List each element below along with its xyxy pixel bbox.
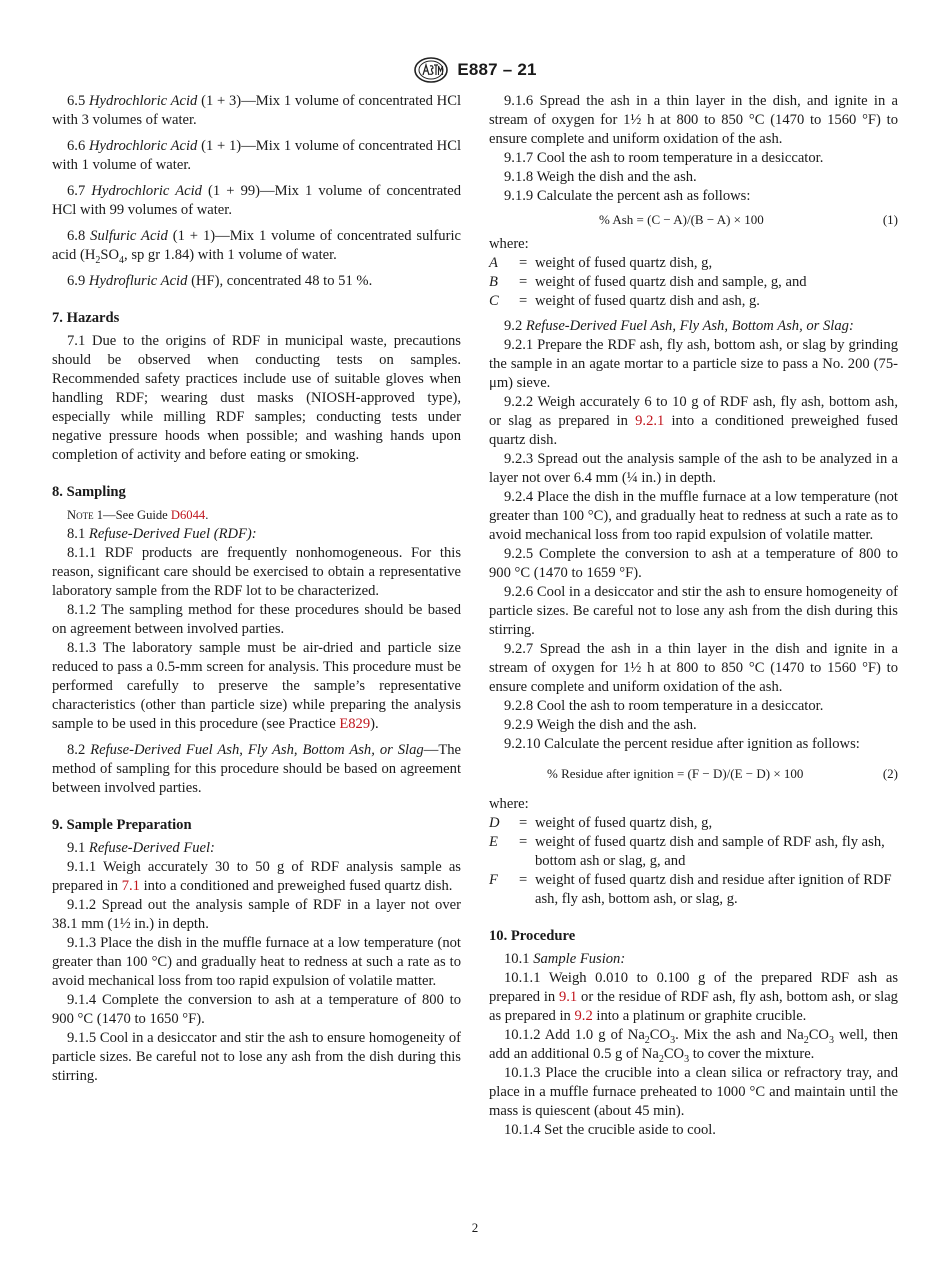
paragraph-6-5: 6.5 Hydrochloric Acid (1 + 3)—Mix 1 volume of concentrated HCl with 3 volumes of water. — [52, 93, 462, 128]
left-column — [52, 92, 461, 1086]
equation-1 — [489, 210, 898, 229]
section-heading-sampling: 8. Sampling — [52, 484, 126, 500]
note-1: Note 1—See Guide D6044. — [67, 508, 209, 522]
paragraph-9-1-6: 9.1.6 Spread the ash in a thin layer in the dish, and ignite in a stream of oxygen for 1½ h at 800 to 850 °C (1470 to 1560 °F) to ensure complete and uniform oxidation of the ash. — [489, 93, 898, 147]
paragraph-9-2-4: 9.2.4 Place the dish in the muffle furnace at a low temperature (not greater than 100 °C), and gradually heat to redness at such a rate as to avoid mechanical loss from too rapid expulsion of volatile matter. — [489, 489, 898, 543]
definition-e: E = weight of fused quartz dish and sample of RDF ash, fly ash, bottom ash or slag, g, and — [489, 834, 885, 869]
paragraph-8-2: 8.2 Refuse-Derived Fuel Ash, Fly Ash, Bottom Ash, or Slag—The method of sampling for this procedure should be based on agreement between involved parties. — [52, 742, 462, 796]
paragraph-9-1-9: 9.1.9 Calculate the percent ash as follows: — [504, 188, 751, 204]
page-number: 2 — [471, 1220, 479, 1235]
link-d6044[interactable]: D6044 — [170, 508, 206, 522]
paragraph-8-1: 8.1 Refuse-Derived Fuel (RDF): — [67, 526, 257, 542]
paragraph-6-7: 6.7 Hydrochloric Acid (1 + 99)—Mix 1 volume of concentrated HCl with 99 volumes of water. — [52, 183, 461, 218]
paragraph-9-2-6: 9.2.6 Cool in a desiccator and stir the ash to ensure homogeneity of particle sizes. Be careful not to lose any ash from the dish during this stirring. — [489, 584, 898, 638]
link-9-2-1[interactable]: 9.2.1 — [635, 413, 665, 429]
section-heading-sample-preparation: 9. Sample Preparation — [52, 817, 192, 833]
where-label-1: where: — [489, 236, 529, 252]
definition-c: C = weight of fused quartz dish and ash, g. — [489, 293, 760, 309]
paragraph-10-1: 10.1 Sample Fusion: — [504, 951, 626, 967]
paragraph-8-1-3: 8.1.3 The laboratory sample must be air-dried and particle size reduced to pass a 0.5-mm screen for analysis. This procedure must be performed carefully to preserve the sample’s representative characteristics (other than particle size) while preparing the analysis sample to be used in this procedure (see Practice E829). — [52, 640, 461, 732]
section-heading-hazards: 7. Hazards — [52, 310, 120, 326]
equation-1-number: (1) — [882, 212, 898, 227]
paragraph-9-2-9: 9.2.9 Weigh the dish and the ash. — [504, 717, 697, 733]
definition-a: A = weight of fused quartz dish, g, — [489, 255, 713, 271]
paragraph-6-6: 6.6 Hydrochloric Acid (1 + 1)—Mix 1 volume of concentrated HCl with 1 volume of water. — [52, 138, 462, 173]
link-9-1[interactable]: 9.1 — [558, 989, 578, 1005]
paragraph-6-9: 6.9 Hydrofluric Acid (HF), concentrated 48 to 51 %. — [67, 273, 373, 289]
paragraph-9-2-10: 9.2.10 Calculate the percent residue after ignition as follows: — [504, 736, 860, 752]
paragraph-9-1-8: 9.1.8 Weigh the dish and the ash. — [504, 169, 697, 185]
definition-d: D = weight of fused quartz dish, g, — [489, 815, 713, 831]
paragraph-9-1-4: 9.1.4 Complete the conversion to ash at a temperature of 800 to 900 °C (1470 to 1650 °F). — [52, 992, 461, 1027]
paragraph-6-8: 6.8 Sulfuric Acid (1 + 1)—Mix 1 volume of concentrated sulfuric acid ($H_2SO_4$, sp gr 1.84) with 1 volume of water. — [52, 228, 461, 266]
equation-2-number: (2) — [882, 766, 898, 781]
definition-b: B = weight of fused quartz dish and sample, g, and — [489, 274, 807, 290]
paragraph-9-2-8: 9.2.8 Cool the ash to room temperature in a desiccator. — [504, 698, 824, 714]
equation-1-formula: % Ash = (C − A)/(B − A) × 100 — [599, 212, 764, 227]
paragraph-8-1-2: 8.1.2 The sampling method for these procedures should be based on agreement between involved parties. — [52, 602, 461, 637]
astm-logo-icon — [413, 57, 449, 83]
link-9-2[interactable]: 9.2 — [574, 1008, 593, 1024]
paragraph-9-1-3: 9.1.3 Place the dish in the muffle furnace at a low temperature (not greater than 100 °C) and gradually heat to redness at such a rate as to avoid mechanical loss from too rapid expulsion of volatile matter. — [52, 935, 461, 989]
paragraph-9-2-7: 9.2.7 Spread the ash in a thin layer in the dish and ignite in a stream of oxygen for 1½ h at 800 to 850 °C (1470 to 1560 °F) to ensure complete and uniform oxidation of the ash. — [489, 641, 898, 695]
section-heading-procedure: 10. Procedure — [489, 928, 576, 944]
paragraph-9-2: 9.2 Refuse-Derived Fuel Ash, Fly Ash, Bottom Ash, or Slag: — [504, 318, 854, 334]
where-label-2: where: — [489, 796, 529, 812]
paragraph-10-1-1: 10.1.1 Weigh 0.010 to 0.100 g of the prepared RDF ash as prepared in 9.1 or the residue of RDF ash, fly ash, bottom ash, or slag as prepared in 9.2 into a platinum or graphite crucible. — [489, 970, 898, 1024]
right-column — [489, 92, 898, 1140]
equation-2-formula: % Residue after ignition = (F − D)/(E − D) × 100 — [547, 766, 804, 781]
paragraph-9-1-2: 9.1.2 Spread out the analysis sample of RDF in a layer not over 38.1 mm (1½ in.) in depth. — [52, 897, 461, 932]
paragraph-9-2-2: 9.2.2 Weigh accurately 6 to 10 g of RDF ash, fly ash, bottom ash, or slag as prepared in 9.2.1 into a conditioned preweighed fused quartz dish. — [489, 394, 898, 448]
page-header — [0, 56, 950, 84]
paragraph-9-2-5: 9.2.5 Complete the conversion to ash at a temperature of 800 to 900 °C (1470 to 1659 °F). — [489, 546, 898, 581]
paragraph-9-1-1: 9.1.1 Weigh accurately 30 to 50 g of RDF analysis sample as prepared in 7.1 into a conditioned and preweighed fused quartz dish. — [52, 859, 461, 894]
paragraph-8-1-1: 8.1.1 RDF products are frequently nonhomogeneous. For this reason, significant care should be exercised to obtain a representative laboratory sample from the RDF lot to be characterized. — [52, 545, 461, 599]
definition-f: F = weight of fused quartz dish and residue after ignition of RDF ash, fly ash, bottom ash, or slag, g. — [489, 872, 892, 907]
paragraph-10-1-4: 10.1.4 Set the crucible aside to cool. — [504, 1122, 716, 1138]
paragraph-9-2-1: 9.2.1 Prepare the RDF ash, fly ash, bottom ash, or slag by grinding the sample in an agate mortar to a particle size to pass a No. 200 (75-μm) sieve. — [489, 337, 898, 391]
paragraph-9-1-5: 9.1.5 Cool in a desiccator and stir the ash to ensure homogeneity of particle sizes. Be careful not to lose any ash from the dish during this stirring. — [52, 1030, 461, 1084]
paragraph-9-1-7: 9.1.7 Cool the ash to room temperature in a desiccator. — [504, 150, 824, 166]
equation-2 — [489, 764, 898, 783]
paragraph-7-1: 7.1 Due to the origins of RDF in municipal waste, precautions should be observed when conducting tests on samples. Recommended safety practices include use of suitable gloves when handling RDF; wearing dust masks (NIOSH-approved type), especially while milling RDF samples; conducting tests under negative pressure hoods when possible; and washing hands upon completion of activity and before eating or smoking. — [52, 333, 461, 463]
document-id: E887 – 21 — [457, 60, 537, 79]
paragraph-9-1: 9.1 Refuse-Derived Fuel: — [67, 840, 215, 856]
link-7-1[interactable]: 7.1 — [121, 878, 140, 894]
paragraph-10-1-2: 10.1.2 Add 1.0 g of $Na_2CO_3$. Mix the ash and $Na_2CO_3$ well, then add an additional 0.5 g of $Na_2CO_3$ to cover the mixture. — [489, 1027, 898, 1065]
paragraph-9-2-3: 9.2.3 Spread out the analysis sample of the ash to be analyzed in a layer not over 6.4 mm (¼ in.) in depth. — [489, 451, 898, 486]
paragraph-10-1-3: 10.1.3 Place the crucible into a clean silica or refractory tray, and place in a muffle furnace preheated to 1000 °C and maintain until the mass is quiescent (about 45 min). — [489, 1065, 898, 1119]
link-e829[interactable]: E829 — [339, 716, 371, 732]
